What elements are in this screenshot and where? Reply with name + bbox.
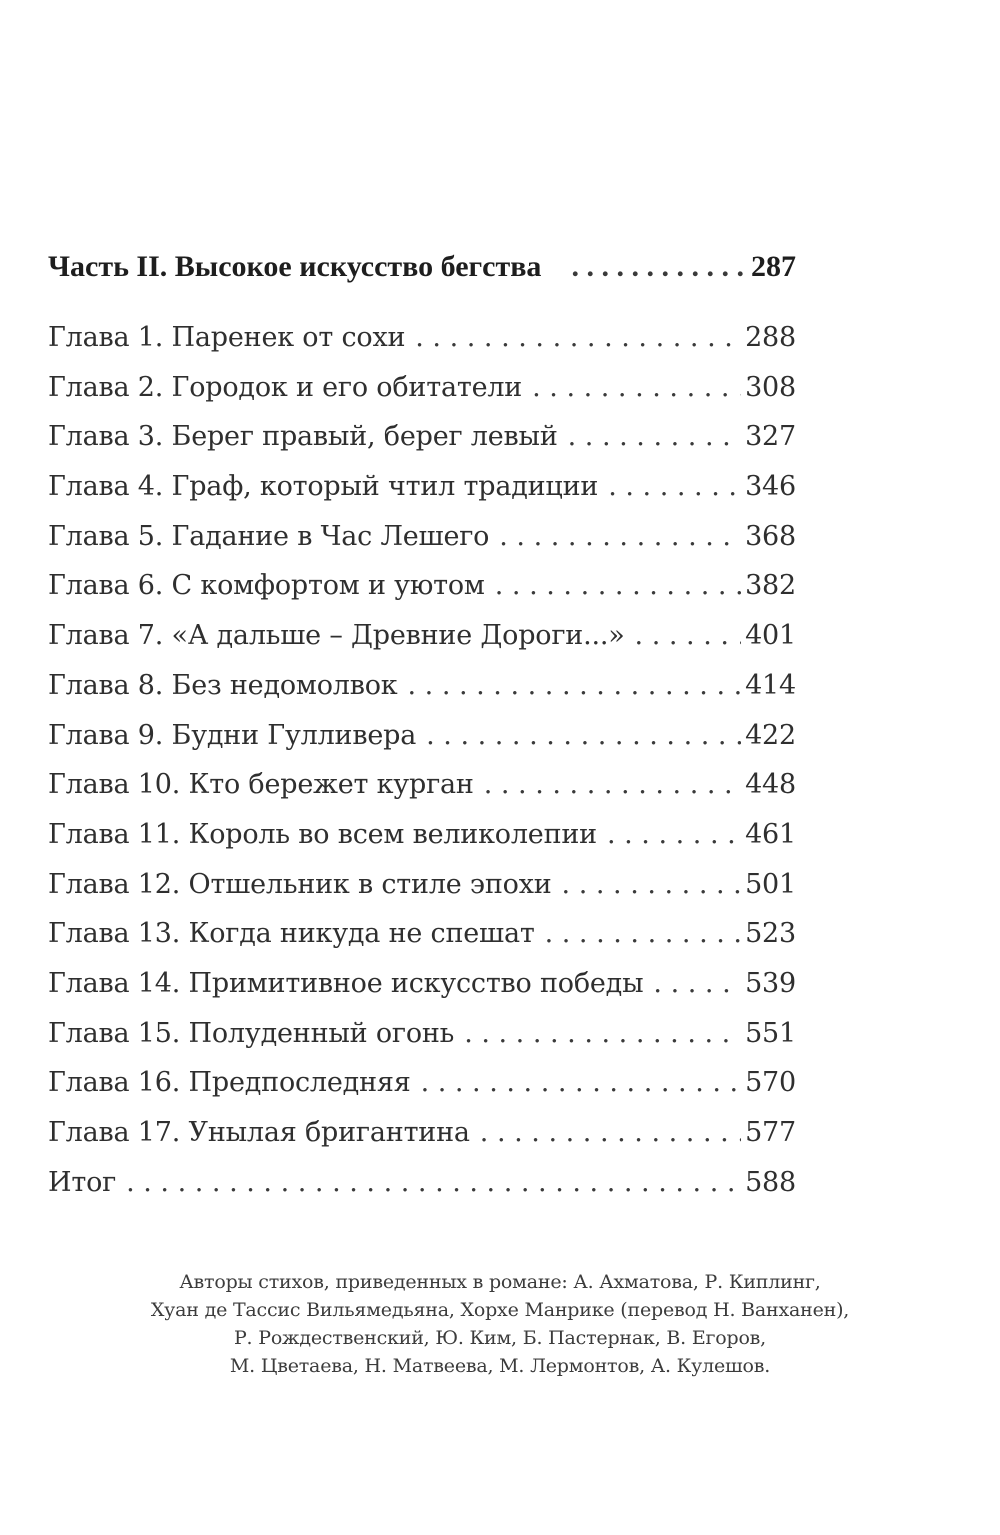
- dot-leader: [568, 421, 741, 452]
- dot-leader: [532, 372, 741, 403]
- chapter-page-number: 588: [745, 1166, 796, 1198]
- toc-entry: [48, 1167, 796, 1217]
- chapter-page-number: 382: [745, 570, 796, 602]
- chapter-title: Глава 16. Предпоследняя: [48, 1067, 411, 1099]
- toc-entry: [48, 1117, 796, 1167]
- toc-entry: [48, 521, 796, 571]
- chapter-page-number: 551: [745, 1017, 796, 1049]
- chapter-title: Глава 3. Берег правый, берег левый: [48, 421, 558, 453]
- chapter-page-number: 570: [745, 1067, 796, 1099]
- dot-leader: [571, 250, 747, 284]
- chapter-page-number: 539: [745, 967, 796, 999]
- chapter-title: Глава 7. «А дальше – Древние Дороги...»: [48, 620, 625, 652]
- toc-entry: [48, 471, 796, 521]
- dot-leader: [426, 720, 741, 751]
- table-of-contents: [48, 250, 796, 1216]
- toc-entry: [48, 918, 796, 968]
- chapter-page-number: 401: [745, 620, 796, 652]
- dot-leader: [126, 1167, 741, 1198]
- chapter-page-number: 422: [745, 719, 796, 751]
- authors-line: Р. Рождественский, Ю. Ким, Б. Пастернак, В. Егоров,: [233, 1327, 767, 1349]
- dot-leader: [421, 1067, 742, 1098]
- chapter-page-number: 523: [745, 918, 796, 950]
- dot-leader: [562, 869, 742, 900]
- authors-line: Авторы стихов, приведенных в романе: А. Ахматова, Р. Киплинг,: [179, 1271, 821, 1293]
- dot-leader: [653, 968, 741, 999]
- toc-entry: [48, 670, 796, 720]
- toc-entry: [48, 869, 796, 919]
- dot-leader: [464, 1018, 741, 1049]
- chapter-page-number: 577: [745, 1117, 796, 1148]
- chapter-page-number: 308: [745, 371, 796, 403]
- chapter-title: Глава 6. С комфортом и уютом: [48, 570, 485, 602]
- dot-leader: [495, 570, 741, 601]
- chapter-title: Глава 12. Отшельник в стиле эпохи: [48, 868, 552, 900]
- chapter-title: Глава 5. Гадание в Час Лешего: [48, 520, 490, 552]
- toc-entry: [48, 322, 796, 372]
- chapter-title: Глава 17. Унылая бригантина: [48, 1117, 470, 1148]
- chapter-title: Глава 4. Граф, который чтил традиции: [48, 471, 599, 503]
- toc-entry: [48, 570, 796, 620]
- authors-line: Хуан де Тассис Вильямедьяна, Хорхе Манрике (перевод Н. Ванханен),: [150, 1299, 850, 1321]
- chapter-title: Глава 11. Король во всем великолепии: [48, 818, 597, 850]
- chapter-title: Глава 10. Кто бережет курган: [48, 769, 474, 801]
- chapter-page-number: 414: [745, 669, 796, 701]
- chapter-title: Глава 15. Полуденный огонь: [48, 1017, 455, 1049]
- chapter-title: Глава 9. Будни Гулливера: [48, 719, 417, 751]
- part-heading: [48, 250, 796, 302]
- chapter-page-number: 368: [745, 520, 796, 552]
- chapter-page-number: 448: [745, 769, 796, 801]
- chapter-page-number: 327: [745, 421, 796, 453]
- dot-leader: [480, 1117, 741, 1148]
- chapter-title: Глава 14. Примитивное искусство победы: [48, 967, 644, 999]
- chapter-title: Итог: [48, 1166, 117, 1198]
- chapter-title: Глава 2. Городок и его обитатели: [48, 371, 523, 403]
- toc-entry: [48, 1018, 796, 1068]
- toc-entry: [48, 769, 796, 819]
- chapter-title: Глава 8. Без недомолвок: [48, 669, 398, 701]
- chapter-page-number: 501: [745, 868, 796, 900]
- dot-leader: [608, 471, 741, 502]
- toc-entry: [48, 819, 796, 869]
- chapter-title: Глава 1. Паренек от сохи: [48, 322, 406, 353]
- dot-leader: [415, 322, 741, 353]
- toc-entry: [48, 620, 796, 670]
- poem-authors-note: [60, 1268, 940, 1380]
- toc-entry: [48, 1067, 796, 1117]
- dot-leader: [607, 819, 741, 850]
- toc-entry: [48, 968, 796, 1018]
- dot-leader: [635, 620, 742, 651]
- dot-leader: [407, 670, 741, 701]
- dot-leader: [484, 769, 741, 800]
- chapter-page-number: 346: [745, 471, 796, 503]
- chapter-title: Глава 13. Когда никуда не спешат: [48, 918, 535, 950]
- chapter-page-number: 461: [745, 818, 796, 850]
- dot-leader: [499, 521, 741, 552]
- part-title: Часть II. Высокое искусство бегства: [48, 250, 542, 283]
- toc-entry: [48, 720, 796, 770]
- authors-line: М. Цветаева, Н. Матвеева, М. Лермонтов, А. Кулешов.: [229, 1355, 771, 1377]
- toc-entry: [48, 372, 796, 422]
- dot-leader: [545, 918, 741, 949]
- chapter-page-number: 288: [745, 322, 796, 353]
- part-page-number: 287: [751, 250, 796, 283]
- toc-entry: [48, 421, 796, 471]
